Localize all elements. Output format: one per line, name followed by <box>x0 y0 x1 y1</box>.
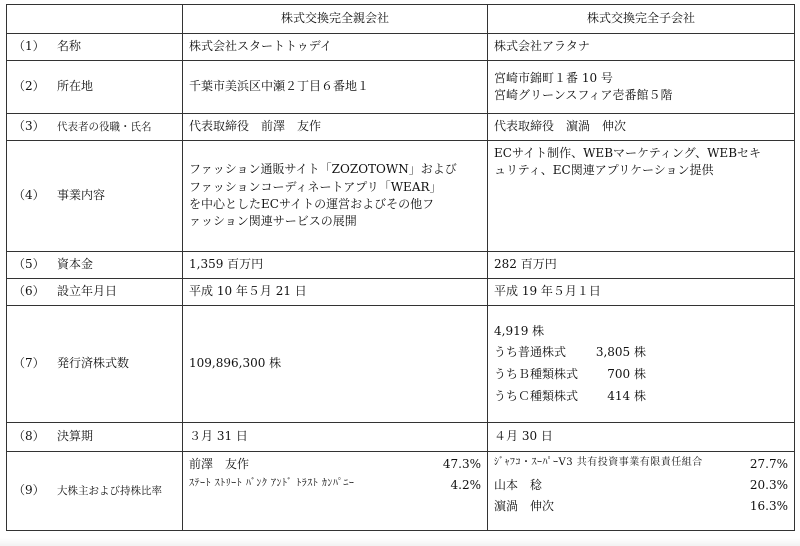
shareholder-percent: 4.2% <box>450 478 481 492</box>
share-class-label: うち普通株式 <box>494 345 567 360</box>
row-number: （6） <box>13 284 45 299</box>
row-shares <box>7 306 795 423</box>
shareholder-entry <box>494 496 788 517</box>
child-shares <box>488 306 795 423</box>
shareholder-entry <box>494 454 788 475</box>
row-label-text: 代表者の役職・氏名 <box>57 121 152 134</box>
row-label <box>7 34 183 61</box>
row-fiscal <box>7 423 795 452</box>
child-representative: 代表取締役 濵渦 伸次 <box>488 114 795 141</box>
share-class-value: 414 株 <box>607 388 646 403</box>
row-label <box>7 306 183 423</box>
company-comparison-table <box>6 4 795 531</box>
parent-shares: 109,896,300 株 <box>183 306 488 423</box>
child-shares-item <box>494 386 788 408</box>
parent-address: 千葉市美浜区中瀬２丁目６番地１ <box>183 61 488 114</box>
parent-founded: 平成 10 年５月 21 日 <box>183 279 488 306</box>
child-address-line: 宮崎市錦町１番 10 号 <box>494 70 613 85</box>
row-address <box>7 61 795 114</box>
shareholder-percent: 20.3% <box>749 478 788 492</box>
parent-holders <box>183 452 488 531</box>
row-number: （3） <box>13 119 45 134</box>
row-label-text: 名称 <box>57 39 82 54</box>
shareholder-percent: 16.3% <box>749 499 788 513</box>
row-number: （8） <box>13 429 45 444</box>
child-shares-item <box>494 342 788 364</box>
row-label <box>7 61 183 114</box>
child-capital: 282 百万円 <box>488 252 795 279</box>
child-shares-total: 4,919 株 <box>494 323 545 338</box>
shareholder-name: ｽﾃｰﾄ ｽﾄﾘｰﾄ ﾊﾞﾝｸ ｱﾝﾄﾞ ﾄﾗｽﾄ ｶﾝﾊﾟﾆｰ <box>189 478 355 489</box>
row-name <box>7 34 795 61</box>
parent-business-line: を中心としたECサイトの運営およびその他フ <box>189 197 435 211</box>
shareholder-entry <box>189 475 481 496</box>
row-label <box>7 452 183 531</box>
parent-capital: 1,359 百万円 <box>183 252 488 279</box>
row-number: （9） <box>13 483 45 498</box>
child-business <box>488 141 795 252</box>
row-number: （7） <box>13 356 45 371</box>
row-label <box>7 279 183 306</box>
row-label-text: 決算期 <box>57 429 94 444</box>
row-label <box>7 141 183 252</box>
parent-business-line: ァッション関連サービスの展開 <box>189 214 357 229</box>
row-label-text: 大株主および持株比率 <box>57 485 162 498</box>
child-address <box>488 61 795 114</box>
shareholder-name: 前澤 友作 <box>189 457 250 471</box>
row-holders <box>7 452 795 531</box>
share-class-label: うちＢ種類株式 <box>494 367 579 381</box>
child-business-line: ュリティ、EC関連アプリケーション提供 <box>494 163 714 178</box>
header-row <box>7 5 795 34</box>
row-label-text: 所在地 <box>57 79 94 94</box>
child-fiscal: ４月 30 日 <box>488 423 795 452</box>
child-shares-item <box>494 364 788 386</box>
row-label-text: 事業内容 <box>57 188 106 203</box>
child-founded: 平成 19 年５月１日 <box>488 279 795 306</box>
shareholder-name: 濵渦 伸次 <box>494 499 555 513</box>
row-founded <box>7 279 795 306</box>
share-class-value: 3,805 株 <box>595 345 646 360</box>
shareholder-entry <box>189 454 481 475</box>
parent-fiscal: ３月 31 日 <box>183 423 488 452</box>
row-capital <box>7 252 795 279</box>
row-label <box>7 114 183 141</box>
parent-business-line: ファッションコーディネートアプリ「WEAR」 <box>189 179 442 194</box>
child-holders <box>488 452 795 531</box>
shareholder-entry <box>494 475 788 496</box>
row-number: （5） <box>13 257 45 272</box>
shareholder-percent: 47.3% <box>442 457 481 471</box>
parent-business <box>183 141 488 252</box>
row-representative <box>7 114 795 141</box>
page-bottom-shade <box>0 538 800 546</box>
parent-representative: 代表取締役 前澤 友作 <box>183 114 488 141</box>
row-label-text: 発行済株式数 <box>57 356 130 371</box>
parent-name: 株式会社スタートトゥデイ <box>183 34 488 61</box>
header-empty-cell <box>7 5 183 34</box>
row-label-text: 資本金 <box>57 257 94 272</box>
child-name: 株式会社アラタナ <box>488 34 795 61</box>
row-number: （4） <box>13 188 45 203</box>
shareholder-name: ｼﾞｬﾌｺ・ｽｰﾊﾟｰV3 共有投資事業有限責任組合 <box>494 457 703 468</box>
shareholder-name: 山本 稔 <box>494 478 543 492</box>
header-child: 株式交換完全子会社 <box>488 5 795 34</box>
parent-business-line: ファッション通販サイト「ZOZOTOWN」および <box>189 162 457 177</box>
row-number: （1） <box>13 39 45 54</box>
row-business <box>7 141 795 252</box>
child-business-line: ECサイト制作、WEBマーケティング、WEBセキ <box>494 146 762 160</box>
row-label <box>7 252 183 279</box>
share-class-value: 700 株 <box>607 367 646 381</box>
shareholder-percent: 27.7% <box>749 457 788 471</box>
child-address-line: 宮崎グリーンスフィア壱番館５階 <box>494 88 673 102</box>
row-label <box>7 423 183 452</box>
row-label-text: 設立年月日 <box>57 284 118 299</box>
header-parent: 株式交換完全親会社 <box>183 5 488 34</box>
row-number: （2） <box>13 79 45 94</box>
share-class-label: うちＣ種類株式 <box>494 388 579 403</box>
